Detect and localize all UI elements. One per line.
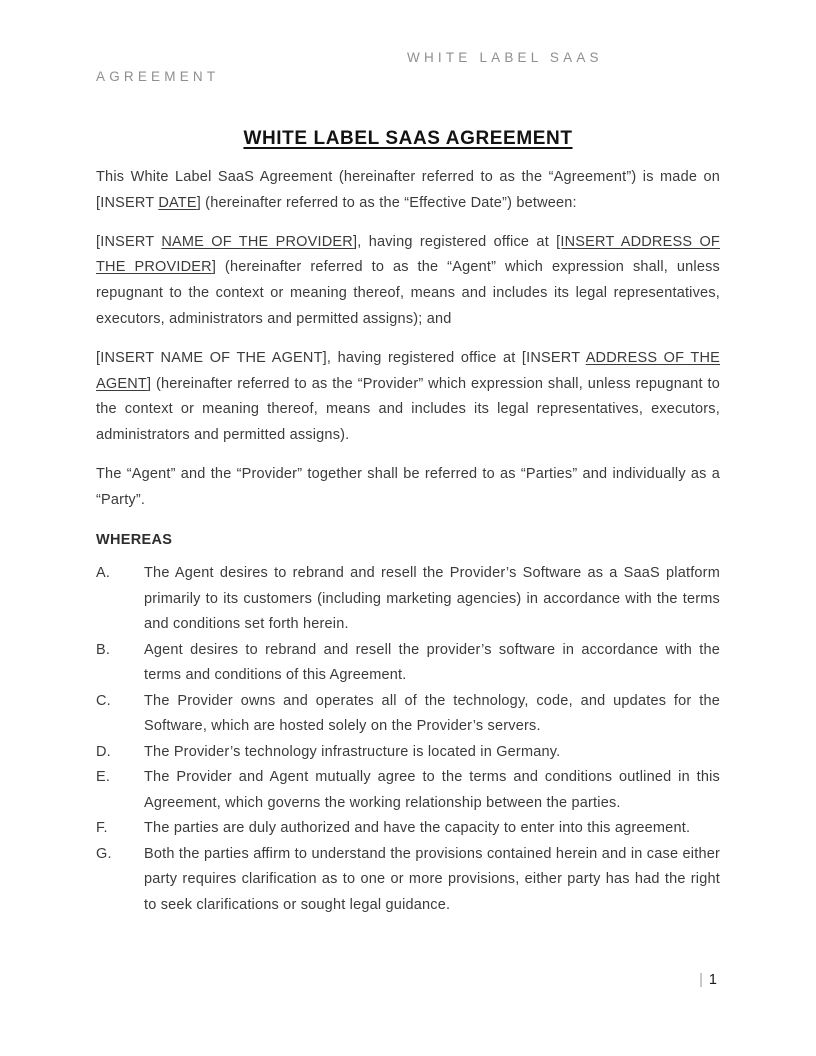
intro-paragraph (96, 462, 720, 514)
text-run: ], having registered office at (352, 233, 557, 250)
text-run: [INSERT (96, 233, 162, 250)
recital-text: The Provider’s technology infrastructure is located in Germany. (144, 743, 561, 760)
underlined-text-run: NAME OF THE PROVIDER (161, 233, 353, 250)
text-run: [INSERT NAME OF THE AGENT], having registered office at [INSERT (96, 349, 586, 366)
recital-text: The Provider and Agent mutually agree to the terms and conditions outlined in this Agreement, which governs the working relationship between the parties. (144, 769, 720, 811)
recital-label: G. (96, 845, 112, 862)
intro-paragraphs (96, 165, 720, 514)
intro-paragraph (96, 230, 720, 333)
page-number: 1 (708, 972, 717, 988)
header-line-2: AGREEMENT (96, 68, 220, 84)
underlined-text-run: ADDRESS OF THE AGENT (96, 349, 720, 392)
text-run: This White Label SaaS Agreement (hereinafter referred to as the “Agreement”) is made on [INSERT (96, 169, 720, 211)
recital-item (96, 561, 720, 638)
text-run: ] (hereinafter referred to as the “Agent” which expression shall, unless repugnant to the context or meaning thereof, means and includes its legal representatives, executors, administrators and permitted assigns); and (96, 259, 720, 327)
document-title-text: WHITE LABEL SAAS AGREEMENT (243, 128, 573, 149)
footer-separator: | (699, 972, 703, 988)
recital-label: A. (96, 565, 111, 582)
underlined-text-run: DATE (158, 194, 197, 211)
recital-label: F. (96, 820, 108, 837)
underlined-text-run: [INSERT ADDRESS OF THE PROVIDER (96, 233, 720, 276)
intro-paragraph (96, 165, 720, 217)
whereas-heading: WHEREAS (96, 531, 173, 548)
text-run: ] (hereinafter referred to as the “Effective Date”) between: (196, 194, 577, 211)
recital-label: C. (96, 692, 111, 709)
page-footer (699, 972, 717, 988)
recital-text: Agent desires to rebrand and resell the provider’s software in accordance with the terms and conditions of this Agreement. (144, 641, 720, 684)
recital-item (96, 740, 720, 766)
recital-text: The Agent desires to rebrand and resell the Provider’s Software as a SaaS platform primarily to its customers (including marketing agencies) in accordance with the terms and conditions set forth herein. (144, 565, 720, 633)
text-run: The “Agent” and the “Provider” together shall be referred to as “Parties” and individually as a “Party”. (96, 465, 720, 508)
recital-label: B. (96, 641, 111, 658)
intro-paragraph (96, 346, 720, 449)
recital-label: E. (96, 769, 111, 786)
recital-text: Both the parties affirm to understand the provisions contained herein and in case either party requires clarification as to one or more provisions, either party has had the right to seek clarifications or sought legal guidance. (144, 845, 720, 913)
recital-text: The parties are duly authorized and have the capacity to enter into this agreement. (144, 820, 691, 837)
recitals-list (96, 561, 720, 918)
recital-item (96, 842, 720, 919)
text-run: ] (hereinafter referred to as the “Provider” which expression shall, unless repugnant to the context or meaning thereof, means and includes its legal representatives, executors, administrators and permitted assigns). (96, 375, 720, 444)
document-header (96, 49, 720, 86)
recital-item (96, 689, 720, 740)
recital-item (96, 816, 720, 842)
recital-label: D. (96, 743, 111, 760)
document-title (96, 126, 720, 152)
recital-text: The Provider owns and operates all of the technology, code, and updates for the Software, which are hosted solely on the Provider’s servers. (144, 692, 720, 735)
recital-item (96, 765, 720, 816)
header-line-1: WHITE LABEL SAAS (407, 50, 603, 65)
recital-item (96, 638, 720, 689)
